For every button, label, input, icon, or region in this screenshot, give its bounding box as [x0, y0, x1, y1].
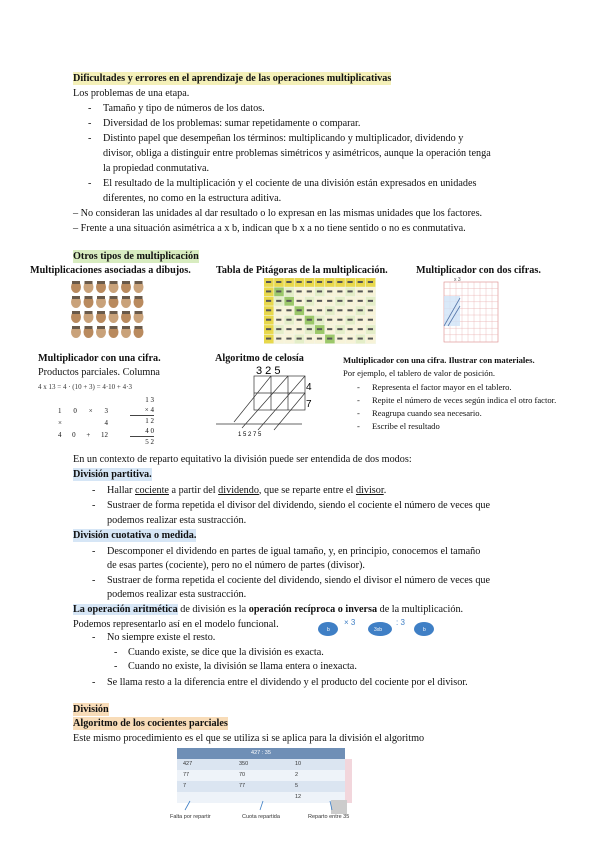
bullet-dash: -	[114, 647, 118, 658]
paragraph: Este mismo procedimiento es el que se utiliza si se aplica para la división el algoritmo	[73, 733, 425, 744]
table-cell: 5	[295, 783, 299, 789]
fm-op-divide: : 3	[396, 618, 405, 627]
caption-partial-products: Productos parciales. Columna	[38, 367, 160, 378]
table-digit-mark	[276, 300, 281, 302]
fm-op-times: × 3	[344, 618, 356, 627]
fm-node: 3xb	[374, 627, 383, 633]
table-digit-mark	[276, 328, 281, 330]
table-digit-mark	[368, 300, 373, 302]
table-digit-mark	[368, 281, 373, 283]
bullet-dash: -	[92, 546, 96, 557]
table-digit-mark	[337, 338, 342, 340]
list-item: podemos realizar esta sustracción.	[107, 589, 247, 600]
table-digit-mark	[358, 290, 363, 292]
bullet-dash: -	[357, 421, 360, 431]
table-digit-mark	[297, 328, 302, 330]
table-cell: 70	[239, 772, 246, 778]
table-header: 427 : 35	[177, 748, 345, 759]
subheading-partial-quotients: Algoritmo de los cocientes parciales	[73, 718, 228, 729]
table-digit-mark	[337, 300, 342, 302]
table-digit-mark	[358, 319, 363, 321]
table-digit-mark	[327, 290, 332, 292]
face-hair	[72, 296, 80, 299]
table-digit-mark	[307, 300, 312, 302]
face-hair	[135, 281, 143, 284]
table-digit-mark	[297, 300, 302, 302]
table-cell: 77	[183, 772, 190, 778]
fm-node: b	[423, 627, 426, 633]
table-digit-mark	[286, 319, 291, 321]
list-item	[107, 484, 386, 497]
table-digit-mark	[337, 309, 342, 311]
table-digit-mark	[327, 309, 332, 311]
bullet-dash: -	[357, 395, 360, 405]
two-digit-grid-image	[430, 276, 500, 346]
list-item: Cuando existe, se dice que la división es exacta.	[128, 647, 324, 658]
caption-distribution: Reparto entre 35	[308, 814, 350, 820]
table-digit-mark	[347, 309, 352, 311]
table-digit-mark	[307, 309, 312, 311]
caption-lattice: Algoritmo de celosía	[215, 353, 304, 364]
face-hair	[135, 326, 143, 329]
cell: 4	[58, 431, 62, 439]
face-hair	[122, 281, 130, 284]
text: de la multiplicación.	[377, 604, 464, 615]
term-inverse-operation: operación recíproca o inversa	[248, 604, 378, 615]
caption-materials: Multiplicador con una cifra. Ilustrar con materiales.	[343, 355, 535, 365]
table-digit-mark	[286, 328, 291, 330]
face-hair	[97, 281, 105, 284]
pythagoras-table-image	[264, 278, 376, 344]
bullet-dash: -	[88, 178, 92, 189]
table-digit-mark	[276, 290, 281, 292]
table-digit-mark	[317, 338, 322, 340]
list-item: podemos realizar esta sustracción.	[107, 515, 247, 526]
table-digit-mark	[368, 328, 373, 330]
col-row: 1 2	[145, 417, 154, 425]
table-digit-mark	[307, 328, 312, 330]
table-digit-mark	[337, 328, 342, 330]
list-item: El resultado de la multiplicación y el cociente de una división están expresados en unidades	[103, 178, 477, 189]
table-digit-mark	[368, 290, 373, 292]
table-digit-mark	[317, 290, 322, 292]
table-digit-mark	[266, 328, 271, 330]
table-digit-mark	[286, 309, 291, 311]
list-item: Descomponer el dividendo en partes de igual tamaño, y, en principio, conocemos el tamaño	[107, 546, 481, 557]
caption-two-digits: Multiplicador con dos cifras.	[416, 265, 541, 276]
table-cell: 2	[295, 772, 299, 778]
table-digit-mark	[347, 300, 352, 302]
table-cell: 12	[295, 794, 302, 800]
table-digit-mark	[266, 281, 271, 283]
cell: 3	[104, 407, 108, 415]
list-item: la propiedad conmutativa.	[103, 163, 210, 174]
table-digit-mark	[327, 338, 332, 340]
table-digit-mark	[297, 309, 302, 311]
table-digit-mark	[347, 290, 352, 292]
bullet-dash: -	[88, 133, 92, 144]
table-digit-mark	[266, 309, 271, 311]
fm-node: b	[327, 627, 330, 633]
table-digit-mark	[307, 290, 312, 292]
paragraph: – No consideran las unidades al dar resultado o lo expresan en las mismas unidades que los factores.	[73, 208, 483, 219]
table-digit-mark	[327, 328, 332, 330]
grid-label: x 3	[454, 277, 461, 283]
bullet-dash: -	[92, 575, 96, 586]
paragraph: Por ejemplo, el tablero de valor de posición.	[343, 368, 496, 378]
bullet-dash: -	[92, 485, 96, 496]
table-side-strip	[345, 759, 352, 803]
cell: ×	[88, 407, 93, 415]
face-hair	[135, 296, 143, 299]
table-digit-mark	[347, 338, 352, 340]
face-hair	[85, 326, 93, 329]
table-digit-mark	[327, 281, 332, 283]
table-digit-mark	[327, 300, 332, 302]
table-digit-mark	[286, 290, 291, 292]
table-digit-mark	[317, 328, 322, 330]
table-digit-mark	[307, 319, 312, 321]
face-hair	[85, 311, 93, 314]
table-cell: 10	[295, 761, 302, 767]
cell: 4	[104, 419, 108, 427]
face-hair	[97, 296, 105, 299]
table-digit-mark	[347, 281, 352, 283]
drawings-figure-image	[70, 280, 146, 342]
table-digit-mark	[297, 281, 302, 283]
table-digit-mark	[286, 281, 291, 283]
formula: 4 x 13 = 4 · (10 + 3) = 4·10 + 4·3	[38, 383, 132, 391]
lattice-result: 1 5 2 7 5	[238, 432, 262, 438]
lattice-side-digit: 4	[306, 382, 312, 393]
table-digit-mark	[368, 309, 373, 311]
col-row: 1 3	[145, 396, 154, 404]
list-item: Tamaño y tipo de números de los datos.	[103, 103, 265, 114]
face-hair	[110, 296, 118, 299]
cell: +	[86, 431, 91, 439]
table-cell: 7	[183, 783, 187, 789]
col-row: 4 0	[130, 426, 154, 437]
face-hair	[97, 326, 105, 329]
table-digit-mark	[276, 338, 281, 340]
face-hair	[122, 311, 130, 314]
partial-products-columns	[58, 405, 108, 441]
table-digit-mark	[276, 319, 281, 321]
table-digit-mark	[337, 290, 342, 292]
list-item: de esas partes (cociente), pero no el número de partes (divisor).	[107, 560, 365, 571]
list-item: Sustraer de forma repetida el divisor del dividendo, siendo el cociente el número de veces que	[107, 500, 491, 511]
text: a partir del	[168, 485, 219, 496]
bullet-dash: -	[357, 382, 360, 392]
section-title-other-multiplication: Otros tipos de multiplicación	[73, 251, 199, 262]
table-digit-mark	[358, 338, 363, 340]
bullet-dash: -	[114, 661, 118, 672]
table-digit-mark	[347, 328, 352, 330]
lattice-side-digit: 7	[306, 399, 312, 410]
text: , que se reparte entre el	[258, 485, 356, 496]
table-digit-mark	[358, 300, 363, 302]
bullet-dash: -	[92, 500, 96, 511]
heading-quotative: División cuotativa o medida.	[73, 530, 197, 541]
lattice-top-digits: 3 2 5	[256, 365, 281, 377]
cell: 1	[58, 407, 62, 415]
list-item: Se llama resto a la diferencia entre el dividendo y el producto del cociente por el divisor.	[107, 677, 468, 688]
text: de división es la	[177, 604, 249, 615]
table-digit-mark	[358, 309, 363, 311]
face-hair	[122, 326, 130, 329]
caption-pythagoras: Tabla de Pitágoras de la multiplicación.	[216, 265, 388, 276]
face-hair	[72, 326, 80, 329]
table-digit-mark	[327, 319, 332, 321]
table-digit-mark	[368, 338, 373, 340]
table-row	[177, 770, 345, 781]
term-arithmetic-operation: La operación aritmética	[73, 604, 178, 615]
table-digit-mark	[266, 300, 271, 302]
term-dividendo: dividendo	[218, 485, 259, 496]
caption-one-digit: Multiplicador con una cifra.	[38, 353, 161, 364]
paragraph: Podemos representarlo así en el modelo funcional.	[73, 619, 279, 630]
table-cell: 77	[239, 783, 246, 789]
table-digit-mark	[358, 328, 363, 330]
face-hair	[110, 281, 118, 284]
table-digit-mark	[317, 319, 322, 321]
table-digit-mark	[368, 319, 373, 321]
list-item: Diversidad de los problemas: sumar repetidamente o comparar.	[103, 118, 361, 129]
list-item: Sustraer de forma repetida el cociente del dividendo, siendo el divisor el número de veces que	[107, 575, 491, 586]
list-item: Distinto papel que desempeñan los términos: multiplicando y multiplicador, dividendo y	[103, 133, 464, 144]
list-item: Cuando no existe, la división se llama entera o inexacta.	[128, 661, 357, 672]
caption-drawings: Multiplicaciones asociadas a dibujos.	[30, 265, 191, 276]
table-digit-mark	[266, 319, 271, 321]
list-item: divisor, obliga a distinguir entre problemas simétricos y asimétricos, aunque la operación tenga	[103, 148, 491, 159]
table-digit-mark	[337, 319, 342, 321]
text: .	[383, 485, 387, 496]
table-digit-mark	[297, 319, 302, 321]
cell: 0	[73, 407, 77, 415]
functional-model-diagram	[318, 614, 436, 640]
list-item: diferentes, no como en la estructura aditiva.	[103, 193, 282, 204]
table-digit-mark	[297, 290, 302, 292]
table-row	[177, 759, 345, 770]
table-digit-mark	[276, 309, 281, 311]
section-title-division: División	[73, 704, 109, 715]
table-digit-mark	[276, 281, 281, 283]
bullet-dash: -	[92, 677, 96, 688]
table-digit-mark	[317, 309, 322, 311]
face-hair	[72, 311, 80, 314]
list-item: Escribe el resultado	[372, 421, 440, 431]
paragraph: En un contexto de reparto equitativo la división puede ser entendida de dos modos:	[73, 454, 412, 465]
term-cociente: cociente	[135, 485, 169, 496]
table-digit-mark	[358, 281, 363, 283]
face-hair	[110, 311, 118, 314]
section-title-difficulties: Dificultades y errores en el aprendizaje de las operaciones multiplicativas	[73, 73, 392, 84]
bullet-dash: -	[357, 408, 360, 418]
table-digit-mark	[286, 300, 291, 302]
face-hair	[85, 296, 93, 299]
list-item: Representa el factor mayor en el tablero.	[372, 382, 512, 392]
bullet-dash: -	[88, 118, 92, 129]
table-digit-mark	[337, 281, 342, 283]
table-cell: 350	[239, 761, 249, 767]
division-table	[177, 748, 345, 803]
caption-remaining: Falta por repartir	[170, 814, 211, 820]
face-hair	[97, 311, 105, 314]
bullet-dash: -	[92, 632, 96, 643]
table-row	[177, 781, 345, 792]
table-digit-mark	[297, 338, 302, 340]
term-divisor: divisor	[355, 485, 384, 496]
table-digit-mark	[317, 300, 322, 302]
caption-quota: Cuota repartida	[242, 814, 280, 820]
list-item: Repite el número de veces según indica el otro factor.	[372, 395, 557, 405]
table-digit-mark	[307, 338, 312, 340]
caption-arrows	[170, 800, 350, 812]
paragraph: Los problemas de una etapa.	[73, 88, 190, 99]
face-hair	[110, 326, 118, 329]
paragraph: – Frente a una situación asimétrica a x b, indican que b x a no tiene sentido o no es conmutativa.	[73, 223, 466, 234]
list-item: No siempre existe el resto.	[107, 632, 216, 643]
cell: 12	[100, 431, 108, 439]
table-digit-mark	[347, 319, 352, 321]
table-digit-mark	[307, 281, 312, 283]
col-row: 5 2	[145, 438, 154, 446]
text: Hallar	[107, 485, 136, 496]
table-digit-mark	[286, 338, 291, 340]
cell: 0	[72, 431, 76, 439]
face-hair	[122, 296, 130, 299]
cell: ×	[58, 419, 62, 427]
face-hair	[85, 281, 93, 284]
table-digit-mark	[317, 281, 322, 283]
column-multiplication	[130, 395, 154, 447]
lattice-figure	[214, 364, 314, 440]
table-cell: 427	[183, 761, 193, 767]
heading-partitive: División partitiva.	[73, 469, 152, 480]
list-item: Reagrupa cuando sea necesario.	[372, 408, 482, 418]
bullet-dash: -	[88, 103, 92, 114]
table-digit-mark	[266, 338, 271, 340]
table-digit-mark	[266, 290, 271, 292]
col-row: × 4	[130, 405, 154, 416]
face-hair	[135, 311, 143, 314]
face-hair	[72, 281, 80, 284]
